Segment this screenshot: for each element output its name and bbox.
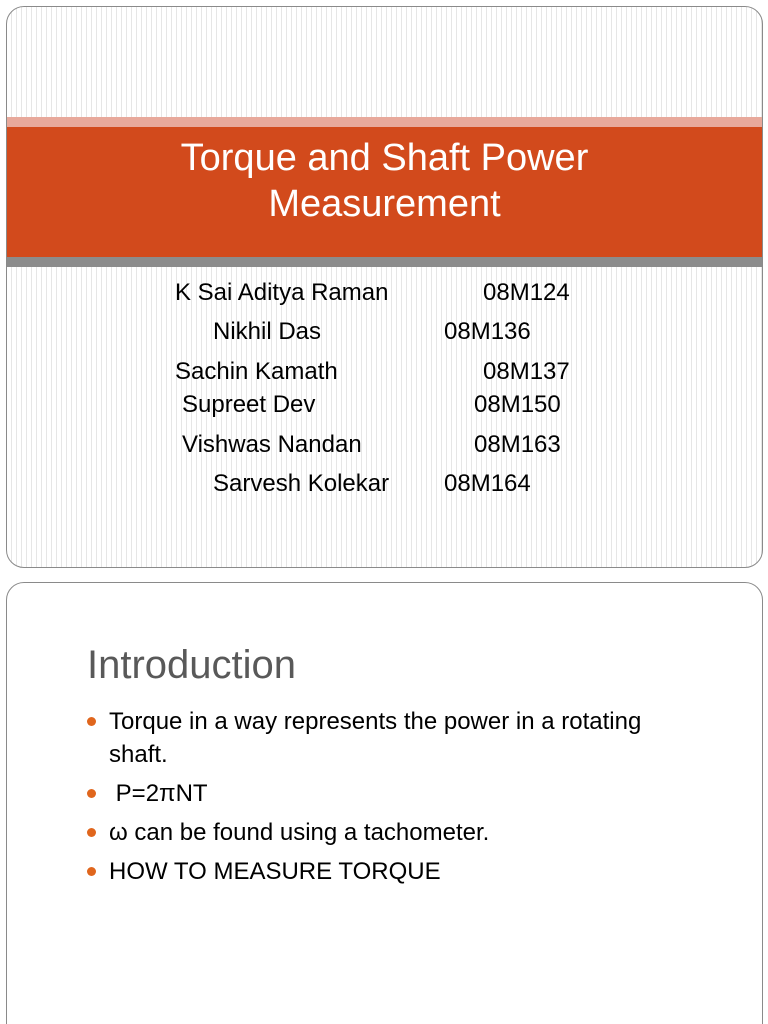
bullet-text: HOW TO MEASURE TORQUE [109, 858, 441, 885]
bullet-text: Torque in a way represents the power in a rotating shaft. [109, 708, 642, 768]
bullet-item [87, 705, 687, 771]
member-roll-number: 08M163 [474, 431, 561, 458]
bullet-item [87, 816, 687, 849]
bullet-text: P=2πNT [109, 780, 208, 807]
bullet-text: ω can be found using a tachometer. [109, 819, 490, 846]
slide-title-line-1: Torque and Shaft Power [180, 137, 589, 179]
member-roll-number: 08M164 [444, 470, 531, 497]
member-roll-number: 08M137 [483, 358, 570, 385]
slide-title [7, 135, 762, 227]
member-name: Vishwas Nandan [182, 431, 362, 458]
section-heading: Introduction [87, 643, 297, 687]
member-roll-number: 08M150 [474, 391, 561, 418]
bullet-dot-icon [87, 717, 96, 726]
bullet-dot-icon [87, 867, 96, 876]
bullet-dot-icon [87, 828, 96, 837]
member-name: Sarvesh Kolekar [213, 470, 390, 497]
slide-title-line-2: Measurement [268, 183, 501, 225]
member-roll-number: 08M136 [444, 318, 531, 345]
title-top-stripe [7, 117, 762, 127]
title-bottom-stripe [7, 257, 762, 267]
member-name: Sachin Kamath [175, 358, 338, 385]
member-name: Nikhil Das [213, 318, 322, 345]
bullet-list [87, 705, 687, 894]
introduction-slide [6, 582, 763, 1024]
member-name: K Sai Aditya Raman [175, 279, 389, 306]
bullet-dot-icon [87, 789, 96, 798]
member-name: Supreet Dev [182, 391, 316, 418]
title-slide [6, 6, 763, 568]
bullet-item [87, 855, 687, 888]
member-roll-number: 08M124 [483, 279, 570, 306]
bullet-item [87, 777, 687, 810]
